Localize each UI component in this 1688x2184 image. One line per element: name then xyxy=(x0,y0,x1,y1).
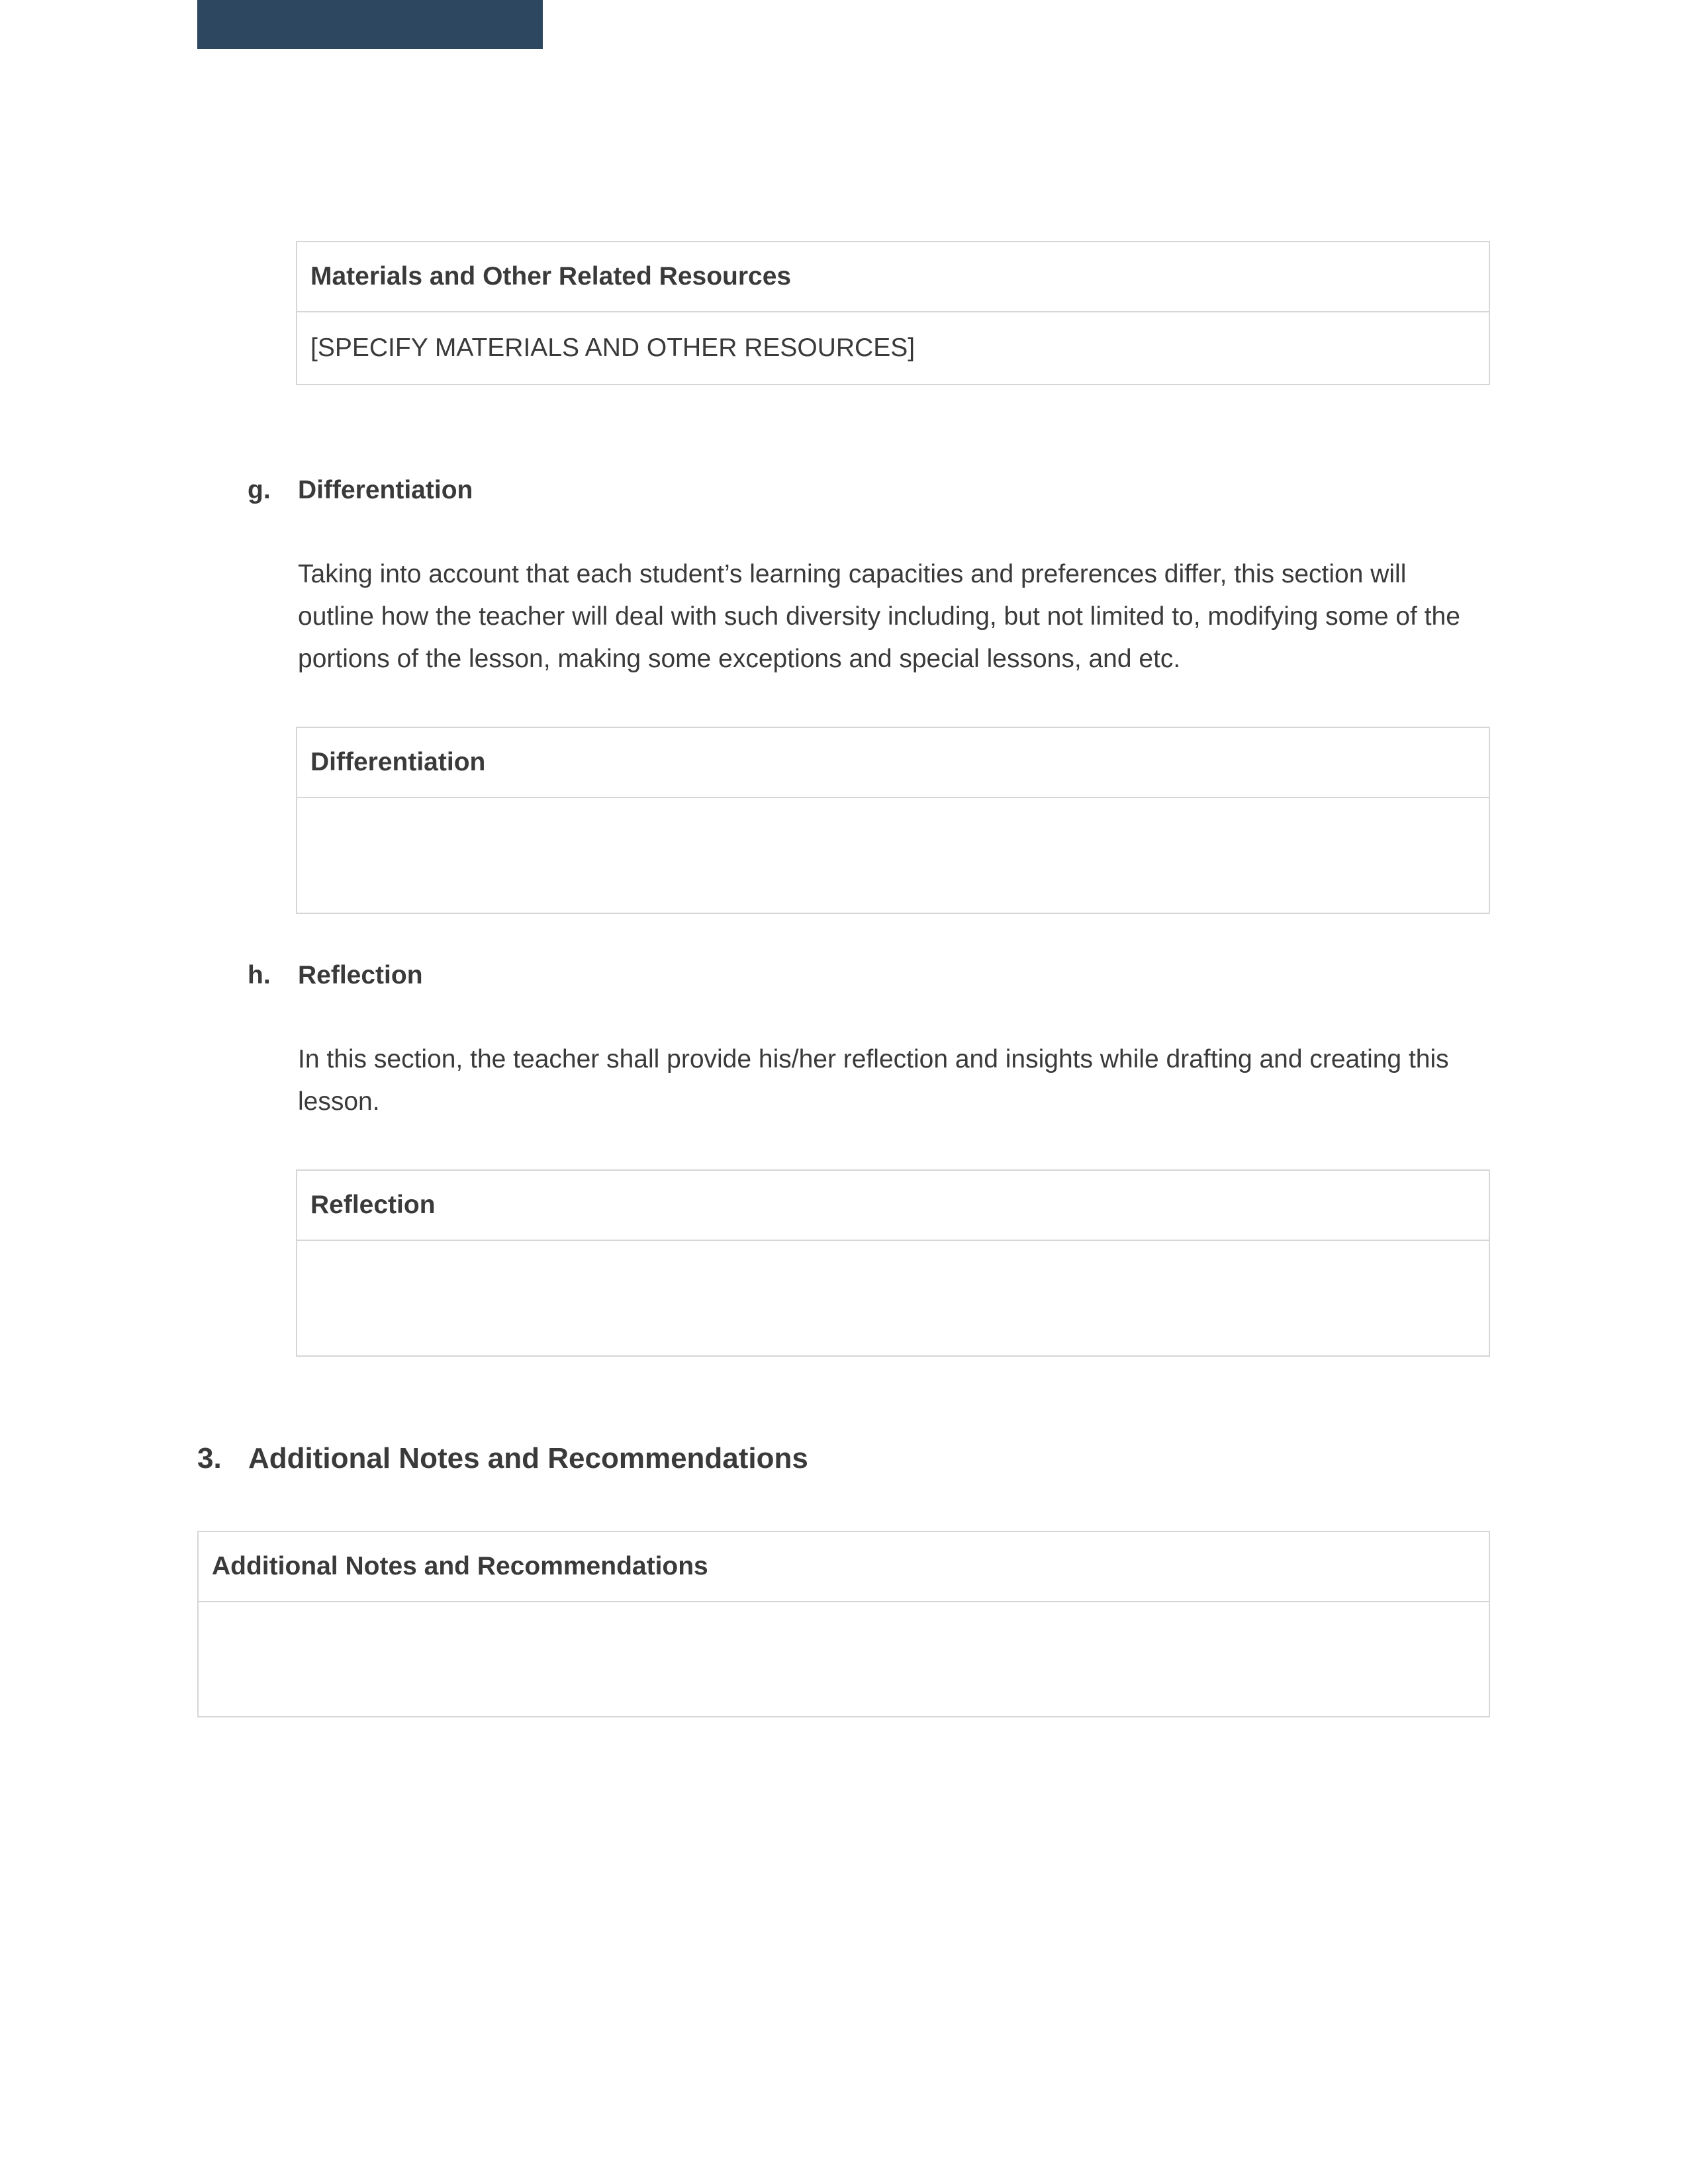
reflection-description: In this section, the teacher shall provide his/her reflection and insights while drafting and creating this lesson. xyxy=(298,1045,1449,1116)
materials-box-body[interactable]: [SPECIFY MATERIALS AND OTHER RESOURCES] xyxy=(310,334,915,362)
additional-notes-heading-label: Additional Notes and Recommendations xyxy=(248,1442,808,1475)
reflection-box-body[interactable] xyxy=(297,1241,1489,1355)
reflection-box-header: Reflection xyxy=(297,1171,1489,1241)
differentiation-heading-label: Differentiation xyxy=(298,476,473,504)
differentiation-marker: g. xyxy=(248,476,271,504)
materials-box xyxy=(296,241,1490,385)
differentiation-description: Taking into account that each student’s learning capacities and preferences differ, this section will outline how the teacher will deal with such diversity including, but not limited to, modifying some of the portions of the lesson, making some exceptions and special lessons, and etc. xyxy=(298,560,1460,673)
reflection-marker: h. xyxy=(248,961,271,989)
differentiation-box-header: Differentiation xyxy=(297,728,1489,798)
additional-notes-marker: 3. xyxy=(197,1442,222,1475)
reflection-heading-label: Reflection xyxy=(298,961,423,989)
differentiation-box-body[interactable] xyxy=(297,798,1489,913)
reflection-box xyxy=(296,1169,1490,1357)
additional-notes-box xyxy=(197,1531,1490,1717)
differentiation-box xyxy=(296,727,1490,914)
additional-notes-box-header: Additional Notes and Recommendations xyxy=(199,1532,1489,1602)
materials-box-header: Materials and Other Related Resources xyxy=(297,242,1489,312)
additional-notes-box-body[interactable] xyxy=(199,1602,1489,1716)
header-bar xyxy=(197,0,543,49)
